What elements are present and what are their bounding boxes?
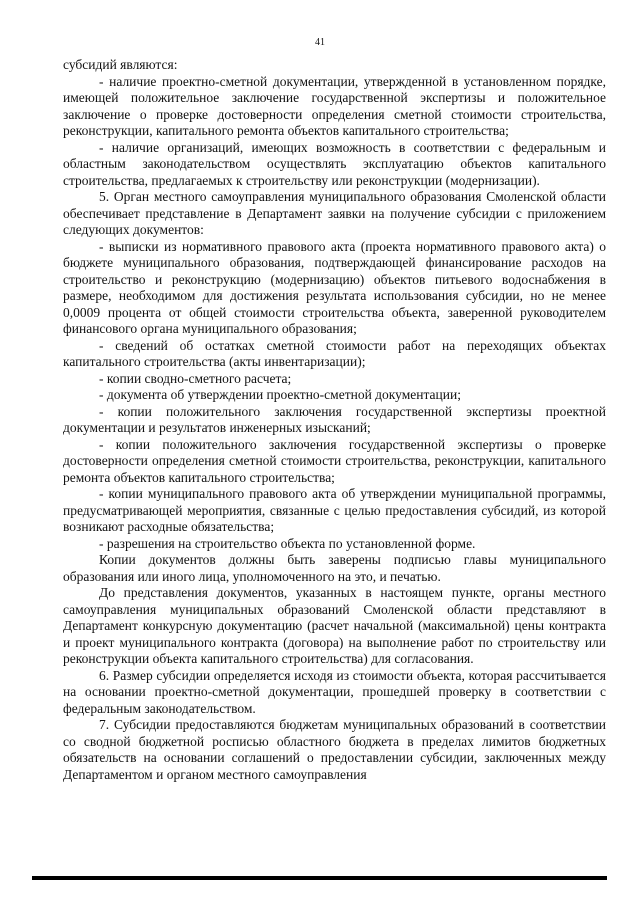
paragraph-item-7: 7. Субсидии предоставляются бюджетам муниципальных образований в соответствии со сводной бюджетной росписью областного бюджета в пределах лимитов бюджетных обязательств на основании соглашений о предоставлении субсидии, заключенных между Департаментом и органом местного самоуправления: [63, 717, 606, 782]
paragraph-operating-organizations: - наличие организаций, имеющих возможность в соответствии с федеральным и областным законодательством осуществлять эксплуатацию объектов капитального строительства, предлагаемых к строительству или реконструкции (модернизации).: [63, 139, 606, 188]
paragraph-summary-estimate: - копии сводно-сметного расчета;: [99, 370, 292, 386]
paragraph-subsidies-conditions-intro: субсидий являются:: [63, 57, 178, 72]
page-number: 41: [315, 37, 325, 48]
paragraph-approval-document: - документа об утверждении проектно-сметной документации;: [99, 387, 461, 402]
paragraph-expertise-conclusion: - копии положительного заключения государственной экспертизы проектной документации и результатов инженерных изысканий;: [63, 403, 606, 435]
paragraph-budget-extract: - выписки из нормативного правового акта (проекта нормативного правового акта) о бюджете муниципального образования, подтверждающей финансирование расходов на строительство и реконструкцию (модернизацию) объектов питьевого водоснабжения в размере, необходимом для достижения результата использования субсидии, но не менее 0,0009 процента от общей стоимости строительства объекта, заверенной руководителем финансового органа муниципального образования;: [63, 238, 606, 336]
paragraph-design-estimate-docs: - наличие проектно-сметной документации, утвержденной в установленном порядке, имеющей положительное заключение государственной экспертизы и положительное заключение о проверке достоверности определения сметной стоимости строительства, реконструкции, капитального ремонта объектов капитального строительства;: [63, 73, 606, 138]
document-body: [63, 57, 606, 783]
paragraph-building-permit: - разрешения на строительство объекта по установленной форме.: [99, 535, 476, 551]
paragraph-estimate-remainders: - сведений об остатках сметной стоимости работ на переходящих объектах капитального строительства (акты инвентаризации);: [63, 337, 606, 369]
paragraph-certification: Копии документов должны быть заверены подписью главы муниципального образования или иного лица, уполномоченного на это, и печатью.: [63, 552, 606, 584]
paragraph-item-5: 5. Орган местного самоуправления муниципального образования Смоленской области обеспечивает представление в Департамент заявки на получение субсидии с приложением следующих документов:: [63, 189, 606, 237]
footer-divider: [32, 876, 607, 880]
paragraph-tender-documentation: До представления документов, указанных в настоящем пункте, органы местного самоуправления муниципальных образований Смоленской области представляют в Департамент конкурсную документацию (расчет начальной (максимальной) цены контракта и проект муниципального контракта (договора) на выполнение работ по строительству или реконструкции объекта капитального строительства) для согласования.: [63, 585, 606, 666]
paragraph-cost-verification: - копии положительного заключения государственной экспертизы о проверке достоверности определения сметной стоимости строительства, реконструкции, капитального ремонта объектов капитального строительства;: [63, 436, 606, 485]
paragraph-municipal-program: - копии муниципального правового акта об утверждении муниципальной программы, предусматривающей мероприятия, связанные с целью предоставления субсидий, из которой возникают расходные обязательства;: [63, 486, 606, 534]
paragraph-item-6: 6. Размер субсидии определяется исходя из стоимости объекта, которая рассчитывается на основании проектно-сметной документации, прошедшей проверку в соответствии с федеральным законодательством.: [63, 667, 606, 716]
